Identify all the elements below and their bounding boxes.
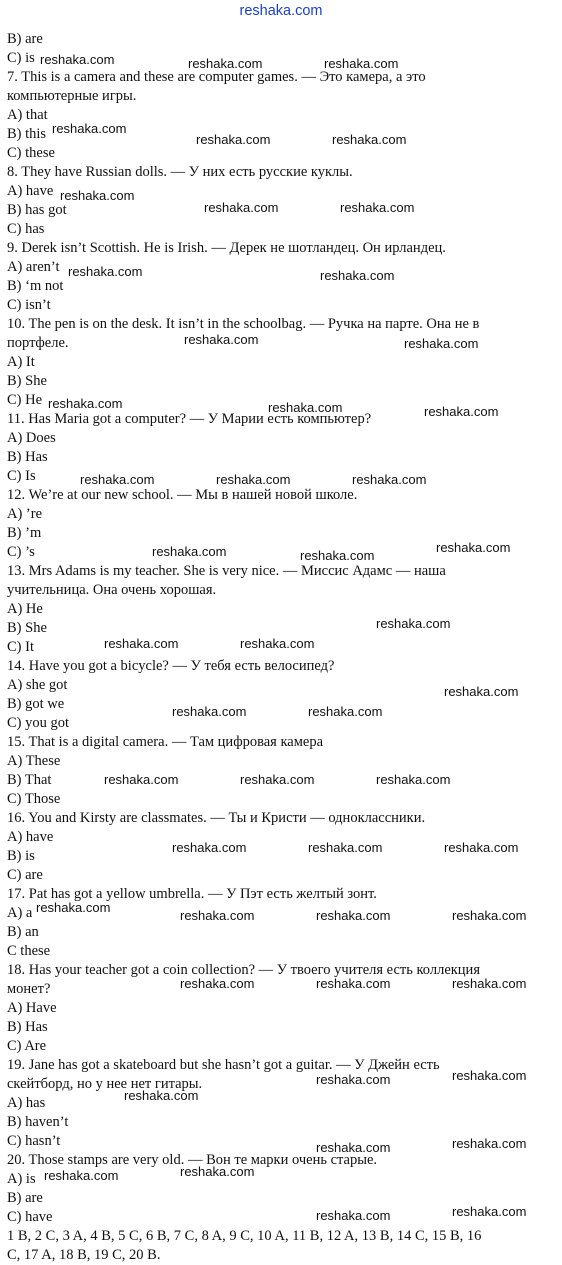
- text-line: C) It: [7, 639, 34, 655]
- text-line: C) these: [7, 145, 55, 161]
- text-line: 8. They have Russian dolls. — У них есть русские куклы.: [7, 164, 353, 180]
- watermark: reshaka.com: [48, 396, 123, 411]
- text-line: 13. Mrs Adams is my teacher. She is very nice. — Миссис Адамс — наша: [7, 563, 446, 579]
- watermark: reshaka.com: [268, 400, 343, 415]
- text-line: A) He: [7, 601, 43, 617]
- watermark: reshaka.com: [316, 1140, 391, 1155]
- text-line: A) have: [7, 829, 54, 845]
- watermark: reshaka.com: [300, 548, 375, 563]
- text-line: B) is: [7, 848, 35, 864]
- text-line: B) ‘m not: [7, 278, 64, 294]
- site-title[interactable]: reshaka.com: [239, 3, 323, 19]
- text-line: компьютерные игры.: [7, 88, 137, 104]
- watermark: reshaka.com: [204, 200, 279, 215]
- text-line: B) are: [7, 1190, 43, 1206]
- watermark: reshaka.com: [340, 200, 415, 215]
- text-line: 16. You and Kirsty are classmates. — Ты и Кристи — одноклассники.: [7, 810, 426, 826]
- watermark: reshaka.com: [188, 56, 263, 71]
- watermark: reshaka.com: [40, 52, 115, 67]
- watermark: reshaka.com: [324, 56, 399, 71]
- text-line: портфеле.: [7, 335, 69, 351]
- text-line: C) Are: [7, 1038, 47, 1054]
- text-line: B) Has: [7, 449, 48, 465]
- watermark: reshaka.com: [376, 772, 451, 787]
- watermark: reshaka.com: [316, 1208, 391, 1223]
- watermark: reshaka.com: [240, 636, 315, 651]
- text-line: 18. Has your teacher got a coin collection? — У твоего учителя есть коллекция: [7, 962, 480, 978]
- watermark: reshaka.com: [52, 121, 127, 136]
- watermark: reshaka.com: [452, 908, 527, 923]
- watermark: reshaka.com: [376, 616, 451, 631]
- text-line: скейтборд, но у нее нет гитары.: [7, 1076, 203, 1092]
- text-line: 14. Have you got a bicycle? — У тебя есть велосипед?: [7, 658, 335, 674]
- text-line: 1 B, 2 C, 3 A, 4 B, 5 C, 6 B, 7 C, 8 A, 9 C, 10 A, 11 B, 12 A, 13 B, 14 C, 15 B, 16: [7, 1228, 482, 1244]
- text-line: A) is: [7, 1171, 36, 1187]
- watermark: reshaka.com: [184, 332, 259, 347]
- text-line: 9. Derek isn’t Scottish. He is Irish. — Дерек не шотландец. Он ирландец.: [7, 240, 446, 256]
- text-line: B) ’m: [7, 525, 42, 541]
- text-line: C) ’s: [7, 544, 35, 560]
- watermark: reshaka.com: [452, 976, 527, 991]
- text-line: C) Is: [7, 468, 36, 484]
- text-line: B) haven’t: [7, 1114, 69, 1130]
- text-line: C) hasn’t: [7, 1133, 61, 1149]
- watermark: reshaka.com: [152, 544, 227, 559]
- text-line: B) That: [7, 772, 52, 788]
- text-line: A) has: [7, 1095, 46, 1111]
- watermark: reshaka.com: [172, 840, 247, 855]
- watermark: reshaka.com: [316, 1072, 391, 1087]
- text-line: учительница. Она очень хорошая.: [7, 582, 217, 598]
- watermark: reshaka.com: [404, 336, 479, 351]
- text-line: B) an: [7, 924, 39, 940]
- watermark: reshaka.com: [44, 1168, 119, 1183]
- watermark: reshaka.com: [424, 404, 499, 419]
- text-line: B) are: [7, 31, 43, 47]
- watermark: reshaka.com: [196, 132, 271, 147]
- text-line: C) has: [7, 221, 45, 237]
- text-line: 12. We’re at our new school. — Мы в нашей новой школе.: [7, 487, 358, 503]
- text-line: 10. The pen is on the desk. It isn’t in the schoolbag. — Ручка на парте. Она не в: [7, 316, 480, 332]
- watermark: reshaka.com: [68, 264, 143, 279]
- text-line: A) Does: [7, 430, 56, 446]
- watermark: reshaka.com: [240, 772, 315, 787]
- text-line: C) isn’t: [7, 297, 51, 313]
- text-line: B) She: [7, 620, 47, 636]
- watermark: reshaka.com: [452, 1068, 527, 1083]
- watermark: reshaka.com: [172, 704, 247, 719]
- text-line: B) Has: [7, 1019, 48, 1035]
- text-line: A) have: [7, 183, 54, 199]
- watermark: reshaka.com: [332, 132, 407, 147]
- text-line: B) She: [7, 373, 47, 389]
- watermark: reshaka.com: [444, 684, 519, 699]
- text-line: монет?: [7, 981, 51, 997]
- watermark: reshaka.com: [436, 540, 511, 555]
- watermark: reshaka.com: [444, 840, 519, 855]
- text-line: C) is: [7, 50, 35, 66]
- text-line: B) has got: [7, 202, 67, 218]
- text-line: 19. Jane has got a skateboard but she hasn’t got a guitar. — У Джейн есть: [7, 1057, 440, 1073]
- text-line: C) He: [7, 392, 43, 408]
- text-line: C, 17 A, 18 B, 19 C, 20 B.: [7, 1247, 161, 1263]
- text-line: C these: [7, 943, 51, 959]
- text-line: A) These: [7, 753, 61, 769]
- watermark: reshaka.com: [124, 1088, 199, 1103]
- watermark: reshaka.com: [104, 772, 179, 787]
- text-line: B) got we: [7, 696, 65, 712]
- watermark: reshaka.com: [308, 840, 383, 855]
- watermark: reshaka.com: [180, 1164, 255, 1179]
- watermark: reshaka.com: [36, 900, 111, 915]
- text-line: B) this: [7, 126, 47, 142]
- watermark: reshaka.com: [180, 908, 255, 923]
- watermark: reshaka.com: [216, 472, 291, 487]
- text-line: C) you got: [7, 715, 70, 731]
- watermark: reshaka.com: [180, 976, 255, 991]
- text-line: 7. This is a camera and these are computer games. — Это камера, а это: [7, 69, 426, 85]
- watermark: reshaka.com: [60, 188, 135, 203]
- watermark: reshaka.com: [80, 472, 155, 487]
- text-line: A) Have: [7, 1000, 57, 1016]
- text-line: C) are: [7, 867, 43, 883]
- watermark: reshaka.com: [308, 704, 383, 719]
- watermark: reshaka.com: [320, 268, 395, 283]
- text-line: A) aren’t: [7, 259, 60, 275]
- text-line: 15. That is a digital camera. — Там цифровая камера: [7, 734, 324, 750]
- text-line: C) have: [7, 1209, 53, 1225]
- watermark: reshaka.com: [316, 908, 391, 923]
- text-line: A) ’re: [7, 506, 43, 522]
- text-line: 11. Has Maria got a computer? — У Марии есть компьютер?: [7, 411, 372, 427]
- watermark: reshaka.com: [452, 1136, 527, 1151]
- text-line: A) that: [7, 107, 48, 123]
- watermark: reshaka.com: [316, 976, 391, 991]
- text-line: 20. Those stamps are very old. — Вон те марки очень старые.: [7, 1152, 378, 1168]
- text-line: A) she got: [7, 677, 68, 693]
- text-line: 17. Pat has got a yellow umbrella. — У Пэт есть желтый зонт.: [7, 886, 377, 902]
- text-line: A) a: [7, 905, 33, 921]
- watermark: reshaka.com: [352, 472, 427, 487]
- text-line: A) It: [7, 354, 35, 370]
- watermark: reshaka.com: [104, 636, 179, 651]
- text-line: C) Those: [7, 791, 61, 807]
- watermark: reshaka.com: [452, 1204, 527, 1219]
